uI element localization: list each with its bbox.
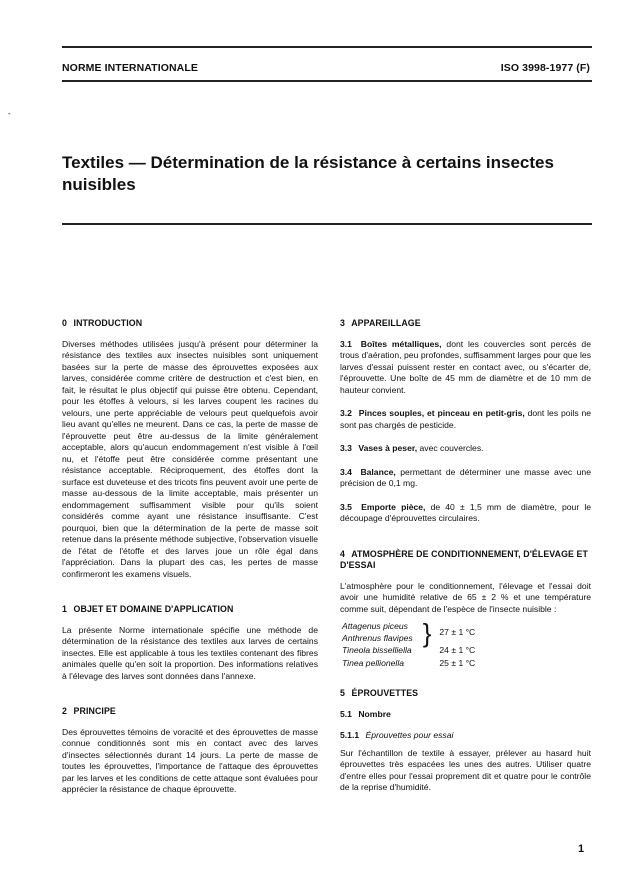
header-standard-number: ISO 3998-1977 (F) [500,62,590,74]
section-heading: 4 ATMOSPHÈRE DE CONDITIONNEMENT, D'ÉLEVAGE ET D'ESSAI [340,548,588,570]
apparatus-item: 3.2 Pinces souples, et pinceau en petit-gris, dont les poils ne sont pas chargés de pesticide. [340,408,591,430]
section-heading: 0 INTRODUCTION [62,318,143,328]
species-group: Attagenus piceus Anthrenus flavipes [342,621,413,643]
section-specimens [340,688,591,794]
section-principle [62,706,318,796]
section-introduction [62,318,318,580]
temperature-value: 24 ± 1 °C [439,645,476,655]
species-name: Tineola bisselliella [342,645,412,655]
section-apparatus [340,318,591,525]
left-column [62,318,318,808]
temperature-table [342,618,479,670]
introduction-text: Diverses méthodes utilisées jusqu'à présent pour déterminer la résistance des textiles aux insectes nuisibles sont uniquement basées sur la perte de masse des éprouvettes exposées aux larves, considérée comme critère de destruction et c'est bien, en fait, le résultat le plus objectif qui puisse être obtenu. Cependant, pour les étoffes à velours, si les larves coupent les racines du velours, une perte appréciable de velours peut quelquefois avoir lieu avant qu'elles ne meurent. Dans ce cas, la perte de masse de l'éprouvette peut être au-dessus de la limite généralement acceptable, alors qu'aucun endommagement n'est visible à l'œil nu, et l'étoffe peut être considérée comme présentant une résistance acceptable. Réciproquement, des étoffes dont la surface est duveteuse et des tricots fins peuvent avoir une perte de masse au-dessous de la limite acceptable, mais présenter un endommagement suffisamment visible pour qu'ils soient considérés comme ayant une résistance insuffisante. C'est pourquoi, bien que la détermination de la perte de masse soit retenue dans la présente méthode subjective, l'observation visuelle de l'état de l'étoffe et des larves joue un rôle égal dans l'appréciation. Dans la plupart des cas, les pertes de masse confirmeront les examens visuels. [62,338,318,579]
header-rule [62,80,592,82]
conditioning-text: L'atmosphère pour le conditionnement, l'élevage et l'essai doit avoir une humidité relative de 65 ± 2 % et une température comme suit, dépendant de l'espèce de l'insecte nuisible : [340,580,591,614]
section-scope [62,604,318,682]
apparatus-item: 3.3 Vases à peser, avec couvercles. [340,443,484,453]
document-title: Textiles — Détermination de la résistance à certains insectes nuisibles [62,153,554,194]
title-rule [62,223,592,225]
section-conditioning [340,549,591,671]
header-standard-type: NORME INTERNATIONALE [62,62,198,74]
principle-text: Des éprouvettes témoins de voracité et des éprouvettes de masse connue conditionnés sont mis en contact avec des larves d'insectes sélectionnés durant 14 jours. La perte de masse de toutes les éprouvettes, l'importance de l'attaque des éprouvettes par les larves et les conditions de cette attaque sont évaluées pour apprécier la résistance de chaque éprouvette. [62,726,318,794]
section-heading: 3 APPAREILLAGE [340,318,421,328]
brace: } [422,618,432,648]
page-number: 1 [578,843,585,855]
apparatus-item: 3.4 Balance, permettant de déterminer une masse avec une précision de 0,1 mg. [340,466,591,488]
apparatus-item: 3.5 Emporte pièce, de 40 ± 1,5 mm de diamètre, pour le découpage d'éprouvettes circulaires. [340,501,592,523]
right-column [340,318,591,806]
section-heading: 2 PRINCIPE [62,706,116,716]
species-name: Tinea pellionella [342,657,405,668]
margin-mark: - [8,109,11,118]
specimens-text: Sur l'échantillon de textile à essayer, prélever au hasard huit éprouvettes très espacées les unes des autres. Utiliser quatre d'entre elles pour l'essai proprement dit et quatre pour le contrôle de la reprise d'humidité. [340,747,591,792]
temperature-value: 25 ± 1 °C [439,657,476,668]
top-rule [62,46,592,48]
section-heading: 5 ÉPROUVETTES [340,688,419,698]
temperature-value: 27 ± 1 °C [439,626,476,637]
section-heading: 1 OBJET ET DOMAINE D'APPLICATION [62,604,234,614]
apparatus-item: 3.1 Boîtes métalliques, dont les couvercles sont percés de trous d'aération, peu profondes, suffisamment larges pour que les larves d'essai puissent rester en contact avec, ou s'écarter de, l'éprouvette. Une boîte de 45 mm de diamètre et de 10 mm de hauteur convient. [340,338,591,395]
subsection-heading: 5.1 Nombre [340,708,391,719]
subsubsection-heading: 5.1.1 Éprouvettes pour essai [340,730,454,740]
scope-text: La présente Norme internationale spécifie une méthode de détermination de la résistance des textiles aux larves de certains insectes. Elle est applicable à tous les textiles contenant des fibres animales quelle qu'en soit la proportion. Des informations relatives à l'élevage des larves sont données dans l'annexe. [62,624,318,681]
